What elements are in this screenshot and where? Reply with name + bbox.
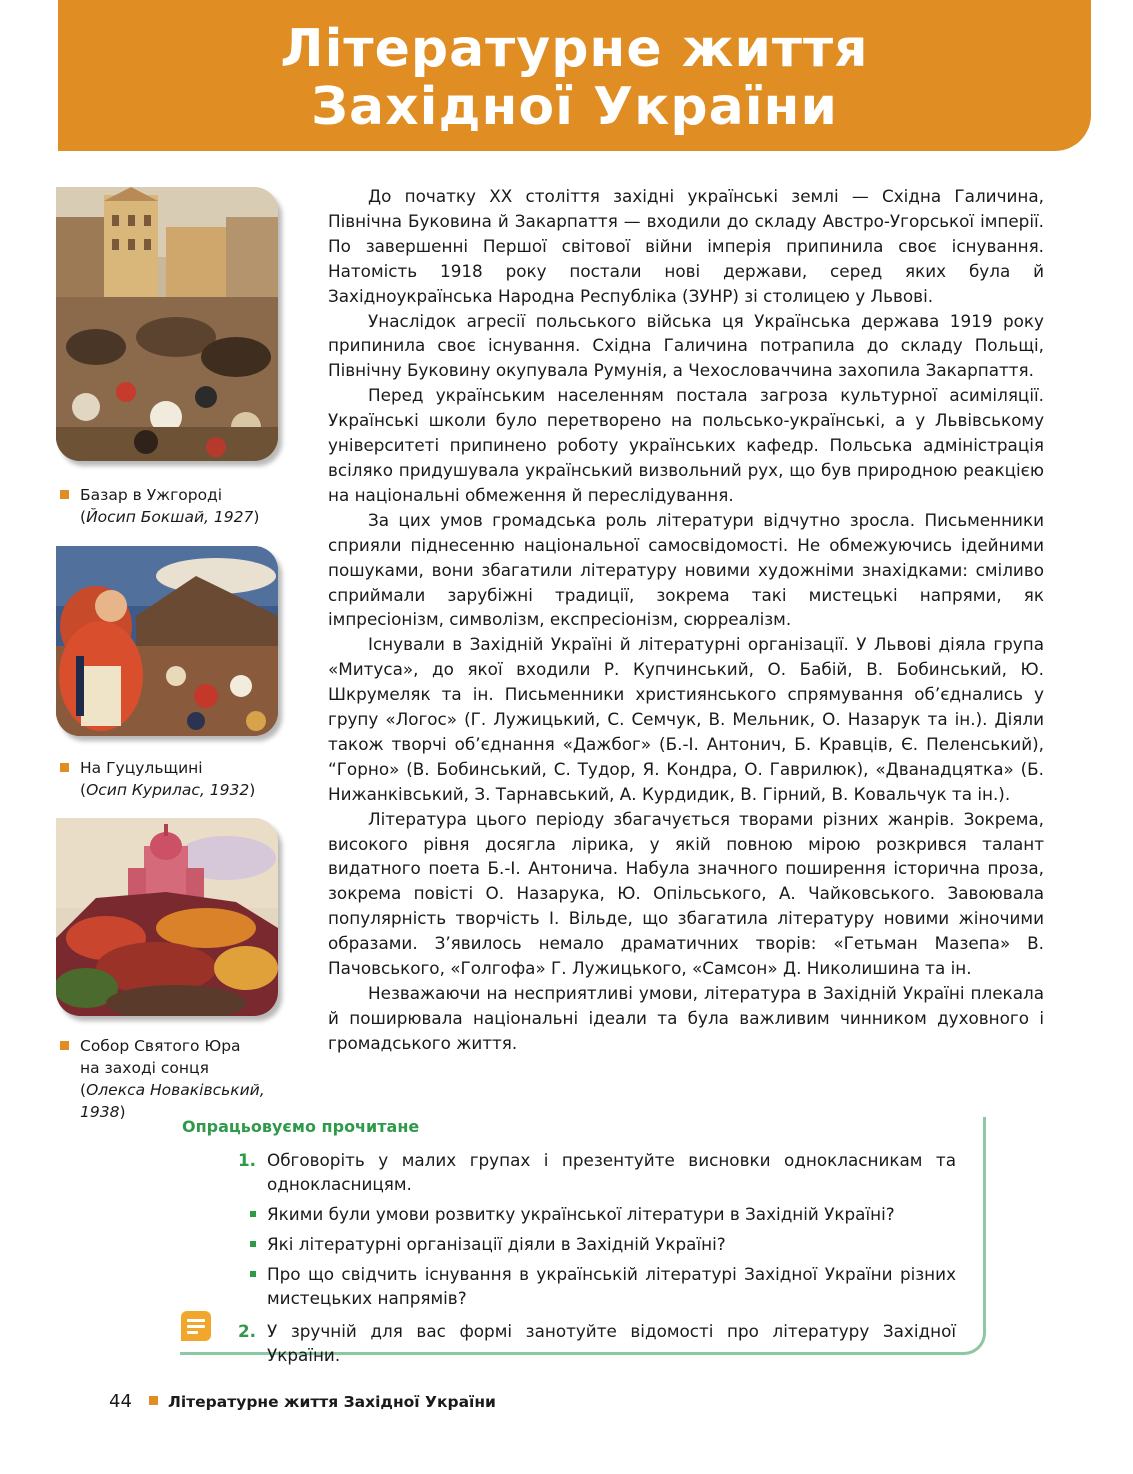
caption-author-line-1: (Олекса Новаківський, [80, 1081, 265, 1099]
paragraph: За цих умов громадська роль літератури відчутно зросла. Письменники сприяли піднесенню національної самосвідомості. Не обмежуючись ідейними пошуками, вони збагатили літературу новими художніми знахідками: сміливо сприймали зарубіжні традиції, зокрема такі мистецькі напрями, як імпресіонізм, символізм, експресіонізм, сюрреалізм. [328, 509, 1044, 630]
title-line-1: Літературне життя [280, 19, 869, 79]
title-line-2: Західної України [311, 77, 838, 137]
caption-author-line-2: 1938) [80, 1103, 126, 1121]
caption-bazaar [60, 484, 290, 528]
bullet-icon [250, 1241, 256, 1247]
paragraph: Існували в Західній Україні й літературні організації. У Львові діяла група «Митуса», до якої входили Р. Купчинський, О. Бабій, В. Бобинський, Ю. Шкрумеляк та ін. Письменники християнського спрямування об’єднались у групу «Логос» (Г. Лужицький, С. Семчук, В. Мельник, О. Назарук та ін.). Діяли також творчі об’єднання «Дажбог» (Б.-І. Антонич, Б. Кравців, Є. Пеленський), “Горно» (В. Бобинський, С. Тудор, Я. Кондра, О. Гаврилюк), «Дванадцятка» (Б. Нижанківський, З. Тарнавський, А. Курдидик, В. Гірний, В. Ковальчук та ін.). [328, 634, 1044, 804]
task-question: Про що свідчить існування в українській літературі Західної України різних мистецьких напрямів? [238, 1262, 956, 1310]
task-item-1 [238, 1148, 956, 1196]
page-footer [109, 1390, 496, 1414]
painting-st-george-cathedral [56, 818, 278, 1016]
caption-title: На Гуцульщині [80, 759, 203, 777]
caption-title-line-1: Собор Святого Юра [80, 1037, 241, 1055]
task-number: 2. [238, 1321, 257, 1341]
caption-author: (Йосип Бокшай, 1927) [80, 508, 260, 526]
bullet-icon [250, 1211, 256, 1217]
footer-title: Літературне життя Західної України [168, 1393, 496, 1411]
tasks-list [238, 1148, 956, 1367]
caption-bullet-icon [60, 763, 69, 772]
task-text: Обговоріть у малих групах і презентуйте висновки однокласникам та однокласницям. [267, 1150, 956, 1194]
task-question: Якими були умови розвитку української літератури в Західній Україні? [238, 1202, 956, 1226]
paragraph: До початку ХХ століття західні українські землі — Східна Галичина, Північна Буковина й Закарпаття — входили до складу Австро-Угорської імперії. По завершенні Першої світової війни імперія припинила своє існування. Натомість 1918 року постали нові держави, серед яких була й Західноукраїнська Народна Республіка (ЗУНР) зі столицею у Львові. [328, 186, 1044, 306]
notes-icon [181, 1311, 211, 1341]
painting-hutsul-region [56, 546, 278, 736]
caption-bullet-icon [60, 490, 69, 499]
caption-hutsul [60, 757, 290, 801]
footer-bullet-icon [149, 1396, 158, 1405]
task-text: У зручній для вас формі занотуйте відомості про літературу Західної України. [267, 1321, 956, 1365]
caption-title: Базар в Ужгороді [80, 486, 223, 504]
task-item-2 [238, 1319, 956, 1367]
caption-author: (Осип Курилас, 1932) [80, 781, 256, 799]
tasks-heading: Опрацьовуємо прочитане [182, 1117, 420, 1136]
caption-st-george [60, 1035, 290, 1123]
paragraph: Незважаючи на несприятливі умови, література в Західній Україні плекала й поширювала національні ідеали та була важливим чинником духовного і громадського життя. [328, 983, 1044, 1053]
article-body [328, 184, 1044, 1056]
page-title [58, 20, 1091, 136]
task-number: 1. [238, 1150, 257, 1170]
caption-title-line-2: на заході сонця [80, 1059, 209, 1077]
bullet-icon [250, 1271, 256, 1277]
painting-bazaar-uzhhorod [56, 187, 278, 461]
page-number: 44 [109, 1391, 132, 1412]
paragraph: Література цього періоду збагачується творами різних жанрів. Зокрема, високого рівня досягла лірика, у якій повною мірою розкрився талант видатного поета Б.-І. Антонича. Набула значного поширення історична проза, зокрема повісті О. Назарука, Ю. Опільського, А. Чайковського. Завоювала популярність творчість І. Вільде, що збагатила літературу новими жіночими образами. З’явилось немало драматичних творів: «Гетьман Мазепа» В. Пачовського, «Голгофа» Г. Лужицького, «Самсон» Д. Николишина та ін. [328, 808, 1044, 979]
caption-bullet-icon [60, 1041, 69, 1050]
task-question: Які літературні організації діяли в Західній Україні? [238, 1232, 956, 1256]
paragraph: Перед українським населенням постала загроза культурної асиміляції. Українські школи було перетворено на польсько-українські, а у Львівському університеті припинено роботу українських кафедр. Польська адміністрація всіляко придушувала український визвольний рух, що був природною реакцією на національні обмеження й переслідування. [328, 385, 1044, 505]
paragraph: Унаслідок агресії польського війська ця Українська держава 1919 року припинила своє існування. Східна Галичина потрапила до складу Польщі, Північну Буковину окупувала Румунія, а Чехословаччина захопила Закарпаття. [328, 310, 1044, 381]
